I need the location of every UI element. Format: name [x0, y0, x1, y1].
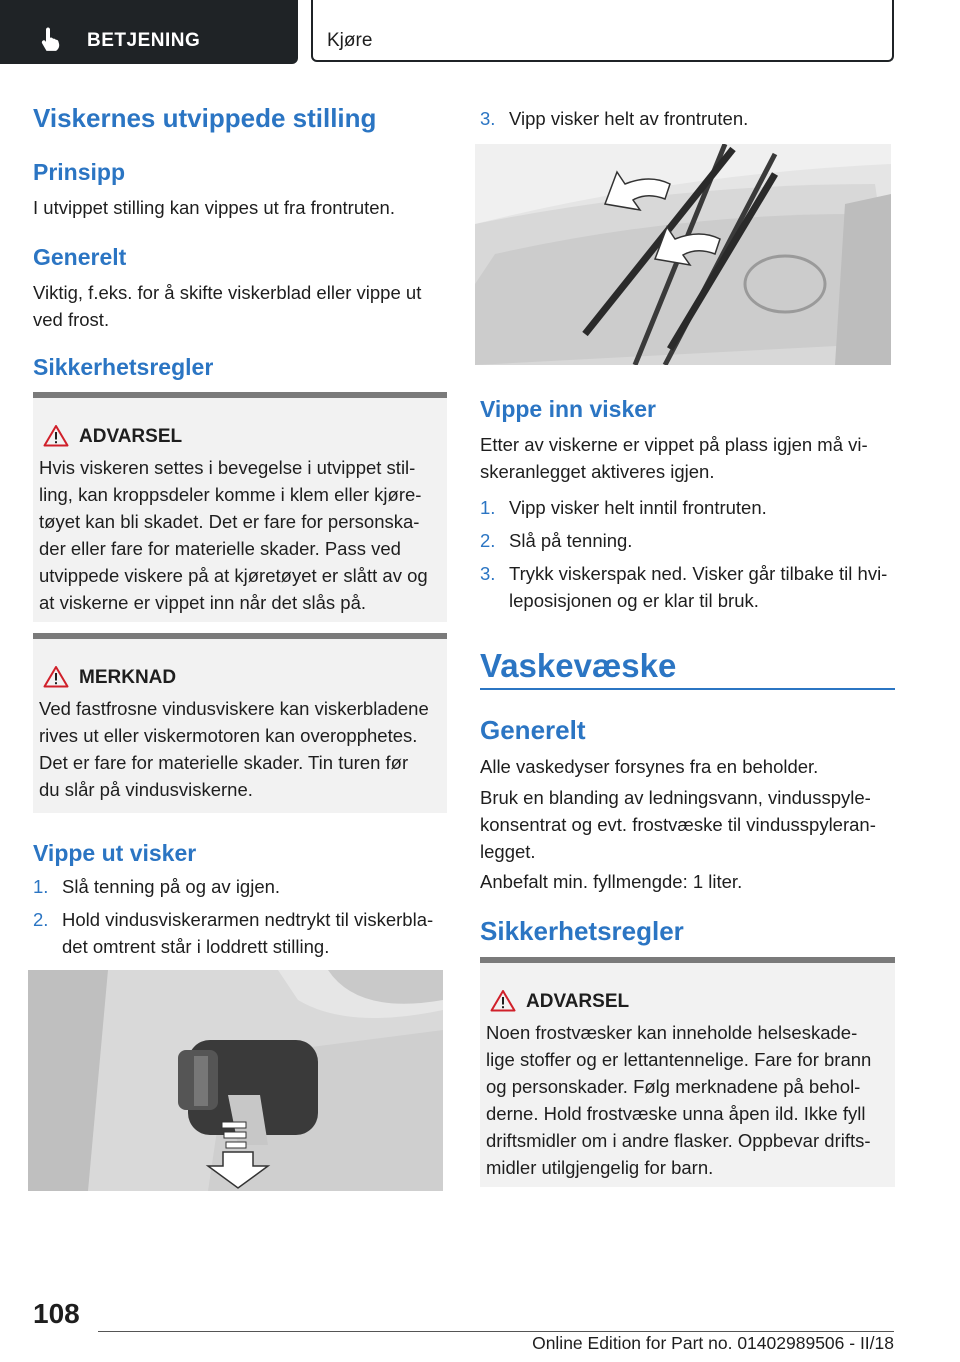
vippe-inn-line-2: skeranlegget aktiveres igjen.: [480, 461, 715, 482]
vippe-ut-steps: [33, 873, 447, 966]
step-text: Slå tenning på og av igjen.: [62, 876, 281, 897]
heading-generelt-vaske: Generelt: [480, 715, 586, 745]
footer-divider: [98, 1331, 894, 1332]
heading-sikkerhetsregler: Sikkerhetsregler: [33, 354, 214, 380]
step-number: 1.: [480, 497, 496, 518]
list-item: [33, 906, 447, 960]
vippe-inn-line-1: Etter av viskerne er vippet på plass igjen må vi-: [480, 434, 868, 455]
heading-prinsipp: Prinsipp: [33, 159, 126, 185]
windshield-wipers-illustration: [475, 144, 891, 365]
heading-generelt: Generelt: [33, 244, 127, 270]
step-number: 1.: [33, 876, 49, 897]
generelt-p1: Alle vaskedyser forsynes fra en beholder.: [480, 756, 819, 777]
note-text: [39, 695, 445, 803]
warning-title: ADVARSEL: [526, 991, 630, 1012]
wiper-stalk-drawing: [28, 970, 443, 1191]
step-text: Vipp visker helt av frontruten.: [509, 108, 749, 129]
step-text: Trykk viskerspak ned. Visker går tilbake til hvi-: [509, 563, 888, 584]
windshield-wipers-drawing: [475, 144, 891, 365]
warning-line: midler utilgjengelig for barn.: [486, 1157, 714, 1178]
warning-triangle-icon: [43, 665, 69, 688]
generelt-p2-line: legget.: [480, 841, 536, 862]
step-number: 3.: [480, 108, 496, 129]
heading-vippe-ut: Vippe ut visker: [33, 840, 197, 866]
footer-edition: Online Edition for Part no. 01402989506 - II/18: [532, 1333, 894, 1353]
generelt-p2-line: Bruk en blanding av ledningsvann, vindusspyle-: [480, 787, 871, 808]
heading-vaskevaeske: Vaskevæske: [480, 647, 677, 684]
warning-text: [486, 1019, 892, 1181]
warning-line: driftsmidler om i andre flasker. Oppbevar drifts-: [486, 1130, 871, 1151]
generelt-p2-line: konsentrat og evt. frostvæske til vindusspyleran-: [480, 814, 876, 835]
warning-line: Hvis viskeren settes i bevegelse i utvippet stil-: [39, 457, 416, 478]
prinsipp-text: I utvippet stilling kan vippes ut fra frontruten.: [33, 197, 395, 218]
section-title: Viskernes utvippede stilling: [33, 103, 377, 133]
vippe-ut-step-3: [480, 105, 895, 138]
warning-triangle-icon: [43, 424, 69, 447]
step-number: 2.: [480, 530, 496, 551]
heading-vippe-inn: Vippe inn visker: [480, 396, 656, 422]
hand-pointer-icon: [40, 26, 64, 52]
warning-line: ling, kan kroppsdeler komme i klem eller kjøre-: [39, 484, 422, 505]
note-title: MERKNAD: [79, 667, 177, 688]
section-divider: [480, 688, 895, 690]
chapter-tab-label: BETJENING: [87, 30, 201, 51]
list-item: [33, 873, 447, 900]
generelt-line-2: ved frost.: [33, 309, 110, 330]
warning-text: [39, 454, 445, 616]
warning-line: lige stoffer og er lettantennelige. Fare for brann: [486, 1049, 872, 1070]
warning-line: tøyet kan bli skadet. Det er fare for personska-: [39, 511, 420, 532]
step-text: det omtrent står i loddrett stilling.: [62, 936, 330, 957]
step-text: Slå på tenning.: [509, 530, 633, 551]
list-item: [480, 560, 895, 614]
note-line: Det er fare for materielle skader. Tin turen før: [39, 752, 409, 773]
list-item: [480, 105, 895, 132]
warning-line: at viskerne er vippet inn når det slås på.: [39, 592, 367, 613]
section-header: [311, 0, 894, 62]
vippe-inn-steps: [480, 494, 895, 620]
warning-line: der eller fare for materielle skader. Pass ved: [39, 538, 401, 559]
note-line: du slår på vindusviskerne.: [39, 779, 253, 800]
list-item: [480, 494, 895, 521]
note-line: Ved fastfrosne vindusviskere kan viskerbladene: [39, 698, 429, 719]
generelt-p3: Anbefalt min. fyllmengde: 1 liter.: [480, 871, 743, 892]
warning-line: utvippede viskere på at kjøretøyet er slått av og: [39, 565, 428, 586]
warning-triangle-icon: [490, 989, 516, 1012]
step-text: leposisjonen og er klar til bruk.: [509, 590, 759, 611]
generelt-line-1: Viktig, f.eks. for å skifte viskerblad eller vippe ut: [33, 282, 422, 303]
page-number: 108: [33, 1298, 80, 1329]
warning-box: [33, 392, 447, 622]
heading-sikkerhetsregler-vaske: Sikkerhetsregler: [480, 916, 684, 946]
warning-line: derne. Hold frostvæske unna åpen ild. Ikke fyll: [486, 1103, 866, 1124]
chapter-tab: [0, 0, 298, 64]
warning-line: og personskader. Følg merknadene på behol-: [486, 1076, 861, 1097]
warning-title: ADVARSEL: [79, 426, 183, 447]
warning-box: [480, 957, 895, 1187]
chapter-title: Kjøre: [327, 30, 373, 51]
note-box: [33, 633, 447, 813]
step-number: 2.: [33, 909, 49, 930]
step-number: 3.: [480, 563, 496, 584]
wiper-stalk-illustration: [28, 970, 443, 1191]
warning-line: Noen frostvæsker kan inneholde helseskade-: [486, 1022, 858, 1043]
list-item: [480, 527, 895, 554]
step-text: Hold vindusviskerarmen nedtrykt til viskerbla-: [62, 909, 434, 930]
note-line: rives ut eller viskermotoren kan overopphetes.: [39, 725, 418, 746]
step-text: Vipp visker helt inntil frontruten.: [509, 497, 767, 518]
